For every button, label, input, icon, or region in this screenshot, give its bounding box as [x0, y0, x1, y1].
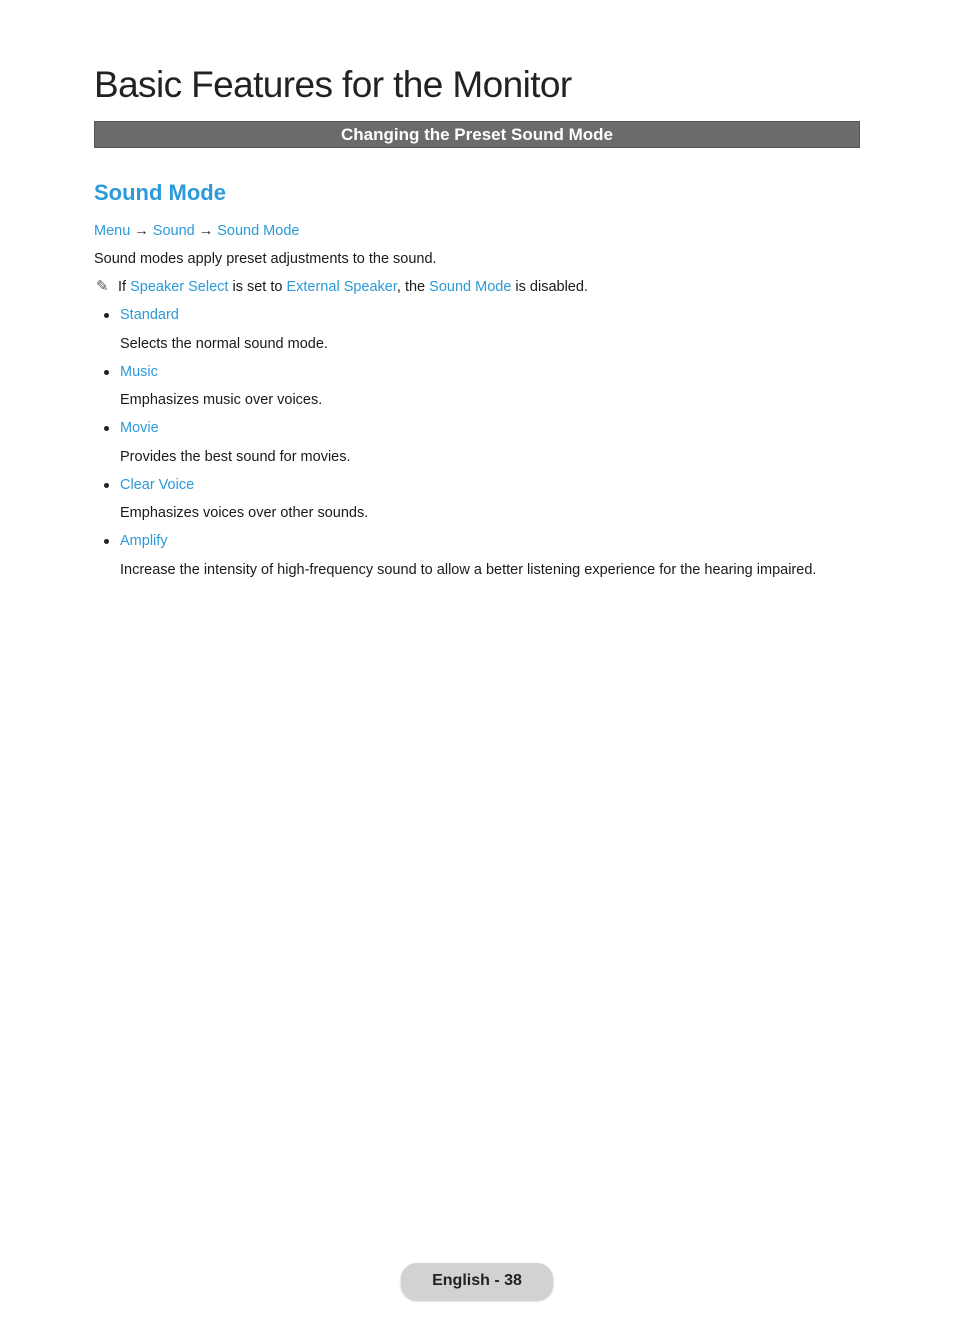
note-prefix: If	[118, 279, 127, 295]
option-standard[interactable]: Standard	[120, 307, 179, 323]
section-title-bar: Changing the Preset Sound Mode	[94, 121, 860, 148]
breadcrumb-arrow-icon: →	[134, 223, 149, 239]
option-music-description: Emphasizes music over voices.	[120, 392, 323, 408]
sound-mode-heading: Sound Mode	[94, 180, 226, 205]
page-title: Basic Features for the Monitor	[94, 64, 572, 105]
option-standard-description: Selects the normal sound mode.	[120, 336, 328, 352]
option-music[interactable]: Music	[120, 364, 158, 380]
bullet-icon	[104, 313, 109, 318]
breadcrumb	[94, 222, 299, 240]
external-speaker-link[interactable]: External Speaker	[286, 279, 397, 295]
breadcrumb-menu-link[interactable]: Menu	[94, 223, 131, 239]
option-clear-voice-description: Emphasizes voices over other sounds.	[120, 505, 369, 521]
option-amplify[interactable]: Amplify	[120, 533, 168, 549]
option-amplify-description: Increase the intensity of high-frequency sound to allow a better listening experience for the hearing impaired.	[120, 562, 817, 578]
sound-mode-link[interactable]: Sound Mode	[429, 279, 512, 295]
page-number-badge: English - 38	[401, 1263, 553, 1300]
note-the: , the	[396, 279, 426, 295]
breadcrumb-arrow-icon: →	[198, 223, 214, 239]
breadcrumb-sound-mode-link[interactable]: Sound Mode	[217, 223, 300, 239]
note-suffix: is disabled.	[515, 279, 588, 295]
speaker-select-link[interactable]: Speaker Select	[130, 279, 229, 295]
option-movie[interactable]: Movie	[120, 420, 159, 436]
note-line	[96, 278, 588, 296]
bullet-icon	[104, 426, 109, 431]
bullet-icon	[104, 483, 109, 488]
option-clear-voice[interactable]: Clear Voice	[120, 477, 195, 493]
bullet-icon	[104, 539, 109, 544]
bullet-icon	[104, 370, 109, 375]
option-movie-description: Provides the best sound for movies.	[120, 449, 351, 465]
breadcrumb-sound-link[interactable]: Sound	[152, 223, 195, 239]
intro-text: Sound modes apply preset adjustments to the sound.	[94, 251, 437, 267]
pencil-note-icon: ✎	[96, 278, 109, 295]
note-is-set-to: is set to	[232, 279, 283, 295]
